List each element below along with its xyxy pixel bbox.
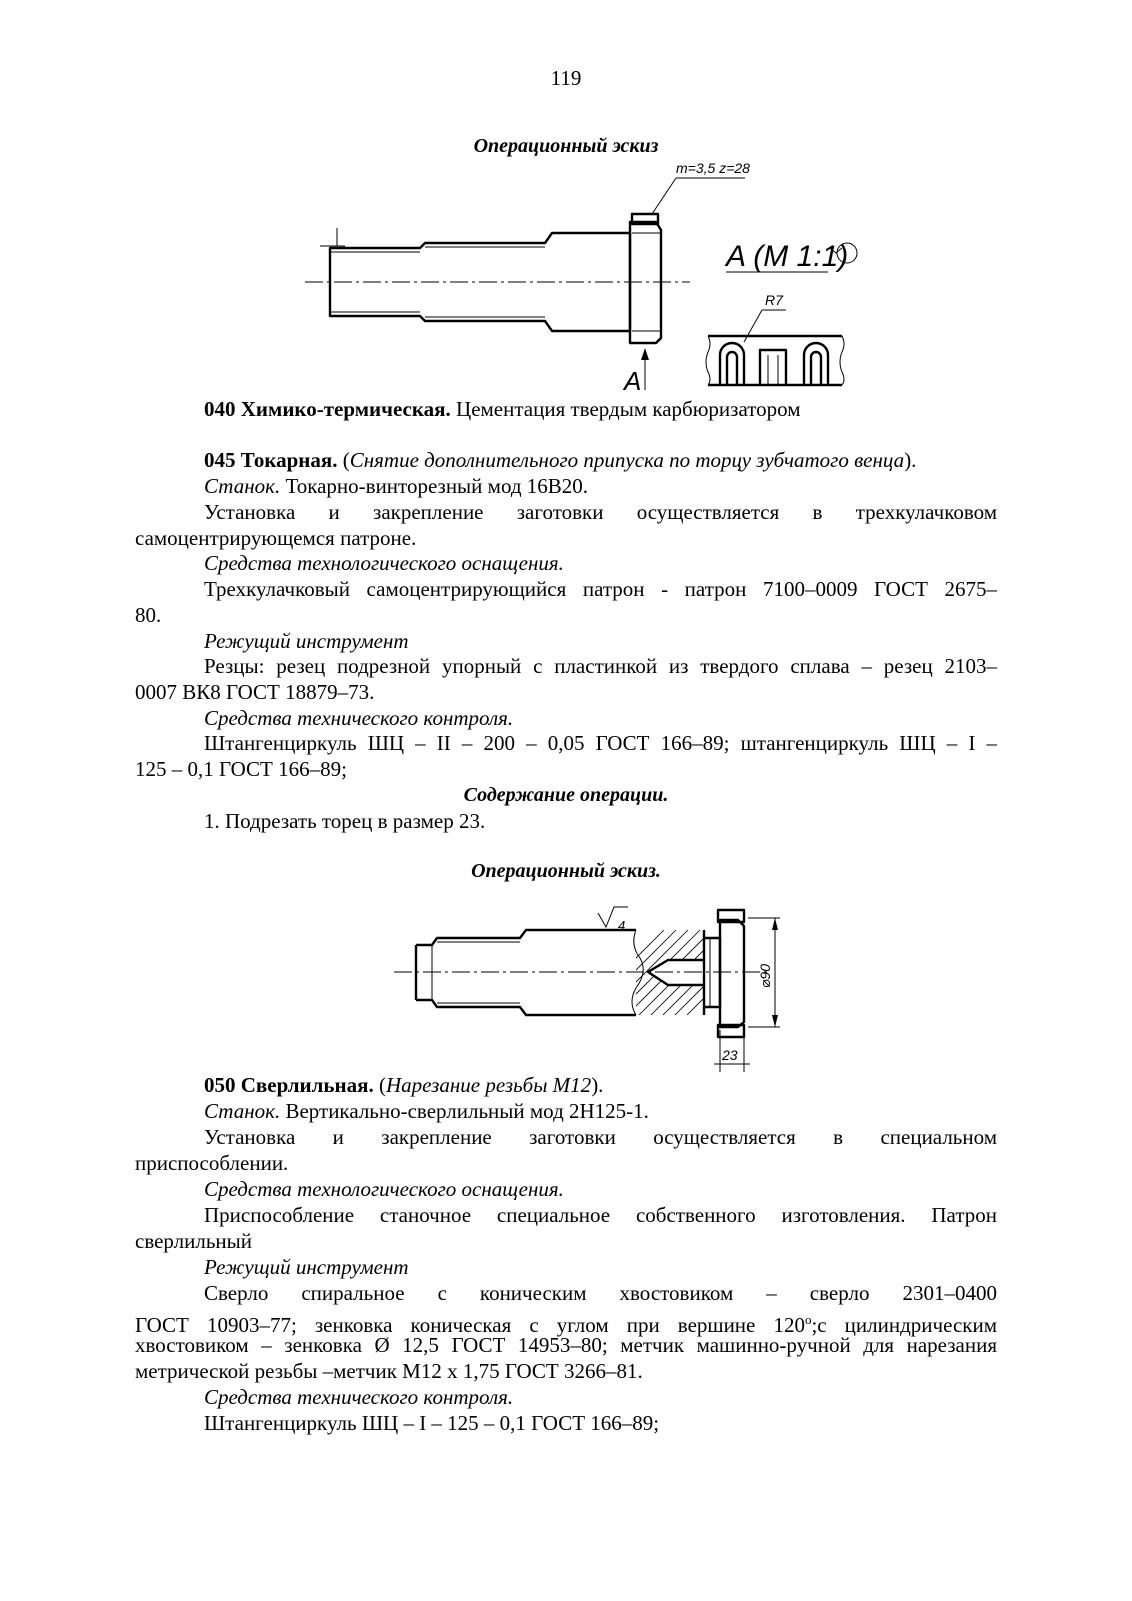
gear-parameters-label: m=3,5 z=28 <box>676 160 750 176</box>
op045-control-label: Средства технического контроля. <box>204 706 514 730</box>
machine-text: Вертикально-сверлильный мод 2Н125-1. <box>280 1099 649 1123</box>
op045-control-line1: Штангенциркуль ШЦ – II – 200 – 0,05 ГОСТ 166–89; штангенциркуль ШЦ – I – <box>204 731 997 755</box>
op050-tech-line1: Приспособление станочное специальное собственного изготовления. Патрон <box>204 1203 997 1227</box>
op040-title: 040 Химико-термическая. <box>204 397 451 421</box>
op045-cutting-line1: Резцы: резец подрезной упорный с пластинкой из твердого сплава – резец 2103– <box>204 654 997 678</box>
op045-paren-close: ). <box>904 448 917 472</box>
cutting-line2-part1: ГОСТ 10903–77; зенковка коническая с углом при вершине 120 <box>135 1313 805 1337</box>
op050-paren-open: ( <box>373 1073 386 1097</box>
op040-text: Цементация твердым карбюризатором <box>450 397 801 421</box>
degree-sup: о <box>804 1312 812 1327</box>
op045-step1: 1. Подрезать торец в размер 23. <box>204 809 486 833</box>
sketch2-heading: Операционный эскиз. <box>471 860 661 882</box>
op050-cutting-line4: метрической резьбы –метчик М12 х 1,75 ГОСТ 3266–81. <box>135 1359 643 1383</box>
op045-subtitle: Снятие дополнительного припуска по торцу зубчатого венца <box>349 448 905 472</box>
op045-setup-line1: Установка и закрепление заготовки осуществляется в трехкулачковом <box>204 500 997 524</box>
op050-setup-line1: Установка и закрепление заготовки осуществляется в специальном <box>204 1125 997 1149</box>
op045-control-line2: 125 – 0,1 ГОСТ 166–89; <box>135 757 347 781</box>
op050-title: 050 Сверлильная. <box>204 1073 374 1097</box>
machine-label: Станок. <box>204 474 281 498</box>
content-heading: Содержание операции. <box>463 784 669 806</box>
op045-paren-open: ( <box>337 448 350 472</box>
section-label: A (M 1:1) <box>726 240 849 273</box>
op050-tech-line2: сверлильный <box>135 1229 253 1253</box>
op045-tech-label: Средства технологического оснащения. <box>204 551 564 575</box>
op050-tech-label: Средства технологического оснащения. <box>204 1177 564 1201</box>
op050-cutting-line3: хвостовиком – зенковка Ø 12,5 ГОСТ 14953–80; метчик машинно-ручной для нарезания <box>135 1333 997 1357</box>
view-marker-label: A <box>624 366 642 396</box>
op050-setup-line2: приспособлении. <box>135 1151 289 1175</box>
cutting-line2-part2: ;с цилиндрическим <box>811 1313 997 1337</box>
radius-label: R7 <box>765 292 783 308</box>
op050-header <box>204 1073 997 1098</box>
op050-machine <box>204 1099 997 1124</box>
op045-tech-line1: Трехкулачковый самоцентрирующийся патрон - патрон 7100–0009 ГОСТ 2675– <box>204 577 997 601</box>
machine-text: Токарно-винторезный мод 16В20. <box>280 474 589 498</box>
op045-cutting-line2: 0007 ВК8 ГОСТ 18879–73. <box>135 680 375 704</box>
op050-control-label: Средства технического контроля. <box>204 1385 514 1409</box>
machine-label: Станок. <box>204 1099 281 1123</box>
op045-tech-line2: 80. <box>135 603 162 627</box>
op045-cutting-label: Режущий инструмент <box>204 629 409 653</box>
op050-subtitle: Нарезание резьбы М12 <box>385 1073 592 1097</box>
op050-paren-close: ). <box>591 1073 604 1097</box>
op050-cutting-line1: Сверло спиральное с коническим хвостовиком – сверло 2301–0400 <box>204 1281 997 1305</box>
diameter-label: ⌀90 <box>757 963 773 988</box>
op050-control-line1: Штангенциркуль ШЦ – I – 125 – 0,1 ГОСТ 166–89; <box>204 1411 660 1435</box>
page-number: 119 <box>550 66 582 90</box>
op050-cutting-label: Режущий инструмент <box>204 1255 409 1279</box>
op045-title: 045 Токарная. <box>204 448 338 472</box>
roughness-label: 4 <box>618 918 626 933</box>
sketch-heading: Операционный эскиз <box>473 135 659 157</box>
length-label: 23 <box>722 1047 738 1063</box>
op045-setup-line2: самоцентрирующемся патроне. <box>135 526 417 550</box>
